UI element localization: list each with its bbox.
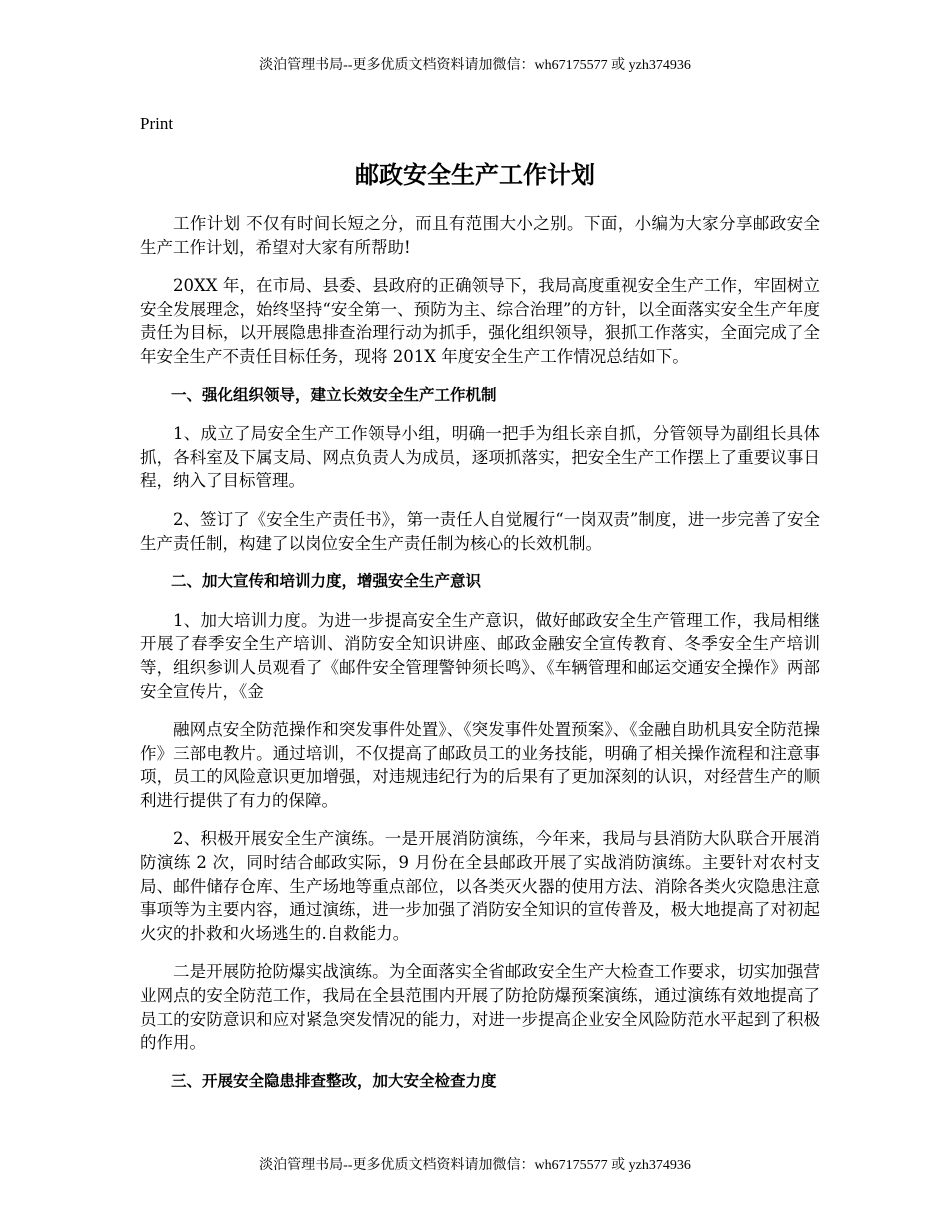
paragraph-summary: 20XX 年，在市局、县委、县政府的正确领导下，我局高度重视安全生产工作，牢固树立安全发展理念，始终坚持“安全第一、预防为主、综合治理”的方针，以全面落实安全生产年度责任为目标，以开展隐患排查治理行动为抓手，强化组织领导，狠抓工作落实，全面完成了全年安全生产不责任目标任务，现将 201X 年度安全生产工作情况总结如下。 <box>140 276 820 366</box>
section-heading-1: 一、强化组织领导，建立长效安全生产工作机制 <box>171 385 497 404</box>
paragraph: 融网点安全防范操作和突发事件处置》、《突发事件处置预案》、《金融自助机具安全防范操作》三部电教片。通过培训，不仅提高了邮政员工的业务技能，明确了相关操作流程和注意事项，员工的风险意识更加增强，对违规违纪行为的后果有了更加深刻的认识，对经营生产的顺利进行提供了有力的保障。 <box>140 720 820 810</box>
paragraph: 1、成立了局安全生产工作领导小组，明确一把手为组长亲自抓，分管领导为副组长具体抓，各科室及下属支局、网点负责人为成员，逐项抓落实，把安全生产工作摆上了重要议事日程，纳入了目标管理。 <box>140 424 820 491</box>
paragraph: 2、签订了《安全生产责任书》，第一责任人自觉履行“一岗双责”制度，进一步完善了安全生产责任制，构建了以岗位安全生产责任制为核心的长效机制。 <box>140 509 820 553</box>
paragraph: 1、加大培训力度。为进一步提高安全生产意识，做好邮政安全生产管理工作，我局相继开展了春季安全生产培训、消防安全知识讲座、邮政金融安全宣传教育、冬季安全生产培训等，组织参训人员观看了《邮件安全管理警钟须长鸣》、《车辆管理和邮运交通安全操作》两部安全宣传片，《金 <box>140 610 820 701</box>
paragraph: 二是开展防抢防爆实战演练。为全面落实全省邮政安全生产大检查工作要求，切实加强营业网点的安全防范工作，我局在全县范围内开展了防抢防爆预案演练，通过演练有效地提高了员工的安防意识和应对紧急突发情况的能力，对进一步提高企业安全风险防范水平起到了积极的作用。 <box>140 962 820 1053</box>
document-title: 邮政安全生产工作计划 <box>355 161 595 189</box>
document-body <box>140 212 820 1108</box>
page-footer: 淡泊管理书局--更多优质文档资料请加微信：wh67175577 或 yzh374936 <box>259 1158 691 1173</box>
paragraph: 2、积极开展安全生产演练。一是开展消防演练，今年来，我局与县消防大队联合开展消防演练 2 次，同时结合邮政实际，9 月份在全县邮政开展了实战消防演练。主要针对农村支局、邮件储存仓库、生产场地等重点部位，以各类灭火器的使用方法、消除各类火灾隐患注意事项等为主要内容，通过演练，进一步加强了消防安全知识的宣传普及，极大地提高了对初起火灾的扑救和火场逃生的.自救能力。 <box>140 829 820 943</box>
paragraph-intro: 工作计划 不仅有时间长短之分，而且有范围大小之别。下面，小编为大家分享邮政安全生产工作计划，希望对大家有所帮助! <box>140 214 820 257</box>
section-heading-3: 三、开展安全隐患排查整改，加大安全检查力度 <box>171 1071 497 1090</box>
print-label: Print <box>140 114 174 133</box>
page-header: 淡泊管理书局--更多优质文档资料请加微信：wh67175577 或 yzh374936 <box>259 58 691 73</box>
section-heading-2: 二、加大宣传和培训力度，增强安全生产意识 <box>171 572 482 591</box>
